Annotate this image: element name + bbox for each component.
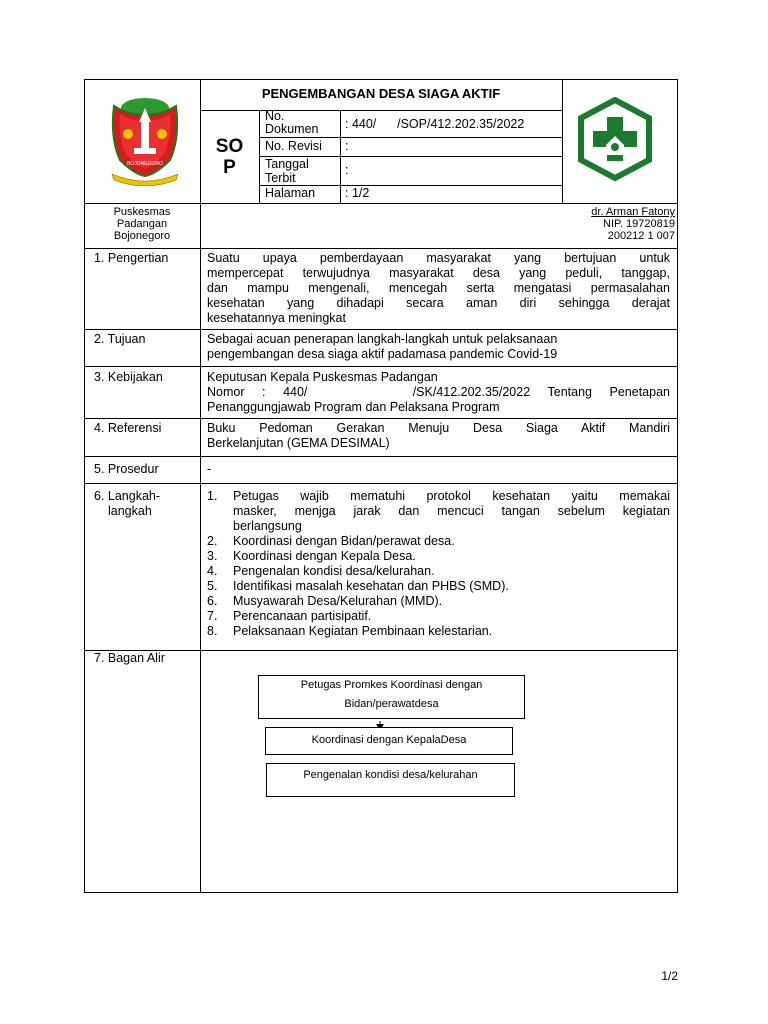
langkah-label: 6. Langkah- langkah	[94, 489, 161, 518]
list-item: 7. Perencanaan partisipatif.	[207, 609, 372, 623]
list-item: 4. Pengenalan kondisi desa/kelurahan.	[207, 564, 435, 578]
prosedur-label: 5. Prosedur	[94, 462, 159, 476]
signatory-block	[563, 206, 675, 242]
bojonegoro-crest-logo	[106, 94, 184, 186]
sop-label: SO P	[215, 136, 244, 178]
no-revisi-label: No. Revisi	[265, 139, 322, 153]
signatory-nip-cont: 200212 1 007	[607, 230, 675, 242]
list-item: 5. Identifikasi masalah kesehatan dan PHBS (SMD).	[207, 579, 509, 593]
document-title: PENGEMBANGAN DESA SIAGA AKTIF	[261, 86, 501, 101]
signatory-nip: NIP. 19720819	[603, 218, 675, 230]
tujuan-label: 2. Tujuan	[94, 332, 146, 346]
list-item: 2. Koordinasi dengan Bidan/perawat desa.	[207, 534, 455, 548]
svg-text:BOJONEGORO: BOJONEGORO	[127, 161, 163, 167]
tujuan-text: Sebagai acuan penerapan langkah-langkah untuk pelaksanaan pengembangan desa siaga aktif padamasa pandemic Covid-19	[207, 332, 558, 361]
pengertian-text: Suatu upaya pemberdayaan masyarakat yang bertujuan untuk mempercepat terwujudnya masyarakat desa yang peduli, tanggap, dan mampu mengenali, mencegah serta mengatasi permasalahan kesehatan yang dihadapi secara aman diri sehingga derajat kesehatannya meningkat	[207, 251, 670, 325]
list-item: 8. Pelaksanaan Kegiatan Pembinaan kelestarian.	[207, 624, 493, 638]
signatory-name: dr. Arman Fatony	[591, 206, 675, 218]
tanggal-terbit-value: :	[345, 163, 349, 177]
langkah-steps	[207, 489, 670, 639]
tanggal-terbit-label: Tanggal Terbit	[265, 157, 309, 185]
halaman-value: : 1/2	[345, 186, 370, 200]
page-number: 1/2	[661, 969, 678, 983]
flowchart-box-2: Koordinasi dengan KepalaDesa	[265, 727, 513, 755]
puskesmas-logo	[576, 97, 654, 181]
organization-name: Puskesmas Padangan Bojonegoro	[113, 206, 171, 242]
kebijakan-text: Keputusan Kepala Puskesmas Padangan Nomor : 440/ /SK/412.202.35/2022 Tentang Penetapan Penanggungjawab Program dan Pelaksana Program	[207, 370, 670, 414]
referensi-label: 4. Referensi	[94, 421, 162, 435]
no-revisi-value: :	[345, 139, 349, 153]
flowchart-box-3: Pengenalan kondisi desa/kelurahan	[266, 763, 515, 797]
pengertian-label: 1. Pengertian	[94, 251, 169, 265]
no-dokumen-value: : 440/ /SOP/412.202.35/2022	[345, 117, 525, 131]
referensi-text: Buku Pedoman Gerakan Menuju Desa Siaga Aktif Mandiri Berkelanjutan (GEMA DESIMAL)	[207, 421, 670, 450]
halaman-label: Halaman	[265, 186, 316, 200]
list-item: 6. Musyawarah Desa/Kelurahan (MMD).	[207, 594, 443, 608]
no-dokumen-label: No. Dokumen	[265, 109, 319, 136]
kebijakan-label: 3. Kebijakan	[94, 370, 163, 384]
bagan-alir-label: 7. Bagan Alir	[94, 651, 165, 665]
list-item: 3. Koordinasi dengan Kepala Desa.	[207, 549, 416, 563]
prosedur-value: -	[207, 462, 212, 476]
flowchart-box-1: Petugas Promkes Koordinasi dengan Bidan/perawatdesa	[258, 675, 525, 719]
list-item: 1. Petugas wajib mematuhi protokol kesehatan yaitu memakai masker, menjga jarak dan mencuci tangan sebelum kegiatan berlangsung	[207, 489, 670, 533]
